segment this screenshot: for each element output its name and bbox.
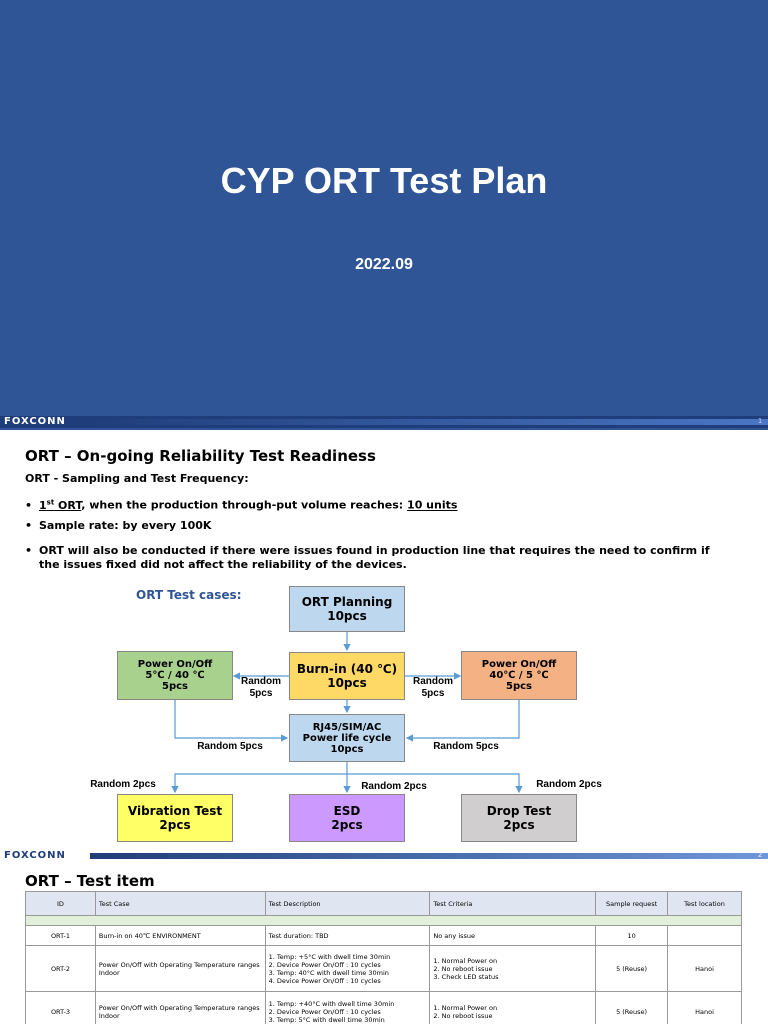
table-row: [26, 926, 742, 946]
slide-heading: ORT – Test item: [25, 872, 155, 890]
arrow-right-to-rj45: [407, 700, 519, 738]
ordinal-number: 1: [39, 498, 47, 512]
cell-description: 1. Temp: +5°C with dwell time 30min 2. Device Power On/Off : 10 cycles 3. Temp: 40°C with dwell time 30min 4. Device Power On/Off : 10 cycles: [265, 946, 430, 992]
box-temps: 40℃ / 5 ℃: [489, 670, 549, 681]
arrow-left-to-rj45: [175, 700, 287, 738]
section-row: [26, 916, 742, 926]
table-header-row: [26, 892, 742, 916]
box-subtitle: Power life cycle: [302, 732, 392, 744]
page-number: 1: [758, 418, 762, 425]
cell-sample: 5 (Reuse): [596, 946, 668, 992]
column-header: ID: [26, 892, 96, 916]
burn-in-box: [289, 652, 405, 700]
cell-description: Test duration: TBD: [265, 926, 430, 946]
cell-id: ORT-1: [26, 926, 96, 946]
box-title: Burn-in (40 ℃): [296, 662, 398, 676]
slide1-footer: [0, 416, 768, 428]
label-random-5-left: [236, 676, 286, 700]
label-random-5pcs-left: Random 5pcs: [197, 741, 263, 752]
unit-threshold: 10 units: [407, 498, 458, 512]
box-title: ORT Planning: [301, 595, 393, 609]
column-header: Test Case: [95, 892, 265, 916]
presentation-date: 2022.09: [355, 256, 413, 273]
cell-criteria: 1. Normal Power on 2. No reboot issue 3. Check LED status: [430, 946, 596, 992]
box-title: Vibration Test: [127, 804, 223, 818]
ort-word: ORT: [54, 498, 82, 512]
box-qty: 10pcs: [327, 609, 367, 623]
label-random-2pcs-left: Random 2pcs: [90, 779, 156, 790]
vibration-test-box: [117, 794, 233, 842]
slide-heading: ORT – On-going Reliability Test Readiness: [25, 447, 376, 465]
box-title: ESD: [333, 804, 361, 818]
cell-case: Power On/Off with Operating Temperature ranges Indoor: [95, 992, 265, 1024]
box-qty: 2pcs: [331, 818, 363, 832]
label-line: 5pcs: [249, 688, 273, 699]
bullet-text: , when the production through-put volume reaches:: [81, 498, 408, 512]
box-title: Power On/Off: [137, 659, 213, 670]
box-qty: 2pcs: [159, 818, 191, 832]
cell-location: Hanoi: [668, 946, 742, 992]
label-random-2pcs-middle: Random 2pcs: [361, 781, 427, 792]
cell-sample: 10: [596, 926, 668, 946]
cell-location: [668, 926, 742, 946]
cell-location: Hanoi: [668, 992, 742, 1024]
box-qty: 2pcs: [503, 818, 535, 832]
column-header: Sample request: [596, 892, 668, 916]
test-item-slide: [0, 864, 768, 1024]
label-random-5pcs-right: Random 5pcs: [433, 741, 499, 752]
bullet-marker: •: [25, 519, 33, 532]
column-header: Test location: [668, 892, 742, 916]
table-row: [26, 992, 742, 1024]
foxconn-logo: FOXCONN: [4, 850, 66, 861]
box-qty: 5pcs: [506, 681, 532, 692]
label-line: 5pcs: [421, 688, 445, 699]
page-number: 2: [758, 852, 762, 859]
box-qty: 10pcs: [330, 743, 364, 755]
cell-criteria: No any issue: [430, 926, 596, 946]
test-item-table: [25, 891, 742, 1024]
label-line: Random: [241, 676, 281, 687]
box-title: Power On/Off: [481, 659, 557, 670]
power-cycle-high-low-box: [461, 651, 577, 700]
bullet-marker: •: [25, 544, 33, 557]
ordinal-suffix: st: [46, 498, 55, 506]
power-cycle-low-high-box: [117, 651, 233, 700]
presentation-title: CYP ORT Test Plan: [220, 160, 548, 201]
test-cases-label: ORT Test cases:: [136, 588, 242, 602]
rj45-power-life-box: [289, 714, 405, 762]
box-qty: 5pcs: [162, 681, 188, 692]
cell-description: 1. Temp: +40°C with dwell time 30min 2. Device Power On/Off : 10 cycles 3. Temp: 5°C with dwell time 30min: [265, 992, 430, 1024]
box-title: Drop Test: [486, 804, 552, 818]
table-row: [26, 946, 742, 992]
esd-box: [289, 794, 405, 842]
label-random-2pcs-right: Random 2pcs: [536, 779, 602, 790]
cell-case: Burn-in on 40℃ ENVIRONMENT: [95, 926, 265, 946]
foxconn-logo: FOXCONN: [4, 416, 66, 427]
ort-planning-box: [289, 586, 405, 632]
footer-bar: [90, 419, 768, 425]
cell-criteria: 1. Normal Power on 2. No reboot issue: [430, 992, 596, 1024]
slide2-footer: [0, 850, 768, 862]
label-random-5-right: [408, 676, 458, 700]
bullet-text: ORT will also be conducted if there were issues found in production line that requires the need to confirm if: [39, 544, 710, 557]
arrow-to-vibration: [175, 774, 347, 792]
title-slide: [0, 0, 768, 430]
footer-bar: [90, 853, 768, 859]
ort-readiness-slide: [0, 432, 768, 850]
bullet-text-continued: the issues fixed did not affect the reliability of the devices.: [39, 558, 407, 571]
cell-id: ORT-2: [26, 946, 96, 992]
bullet-text: Sample rate: by every 100K: [39, 519, 212, 532]
column-header: Test Description: [265, 892, 430, 916]
slide-subheading: ORT - Sampling and Test Frequency:: [25, 472, 249, 485]
label-line: Random: [413, 676, 453, 687]
box-title: RJ45/SIM/AC: [312, 721, 382, 733]
drop-test-box: [461, 794, 577, 842]
cell-sample: 5 (Reuse): [596, 992, 668, 1024]
bullet-marker: •: [25, 498, 33, 512]
cell-case: Power On/Off with Operating Temperature ranges Indoor: [95, 946, 265, 992]
column-header: Test Criteria: [430, 892, 596, 916]
box-qty: 10pcs: [327, 676, 367, 690]
box-temps: 5℃ / 40 ℃: [145, 670, 205, 681]
cell-id: ORT-3: [26, 992, 96, 1024]
